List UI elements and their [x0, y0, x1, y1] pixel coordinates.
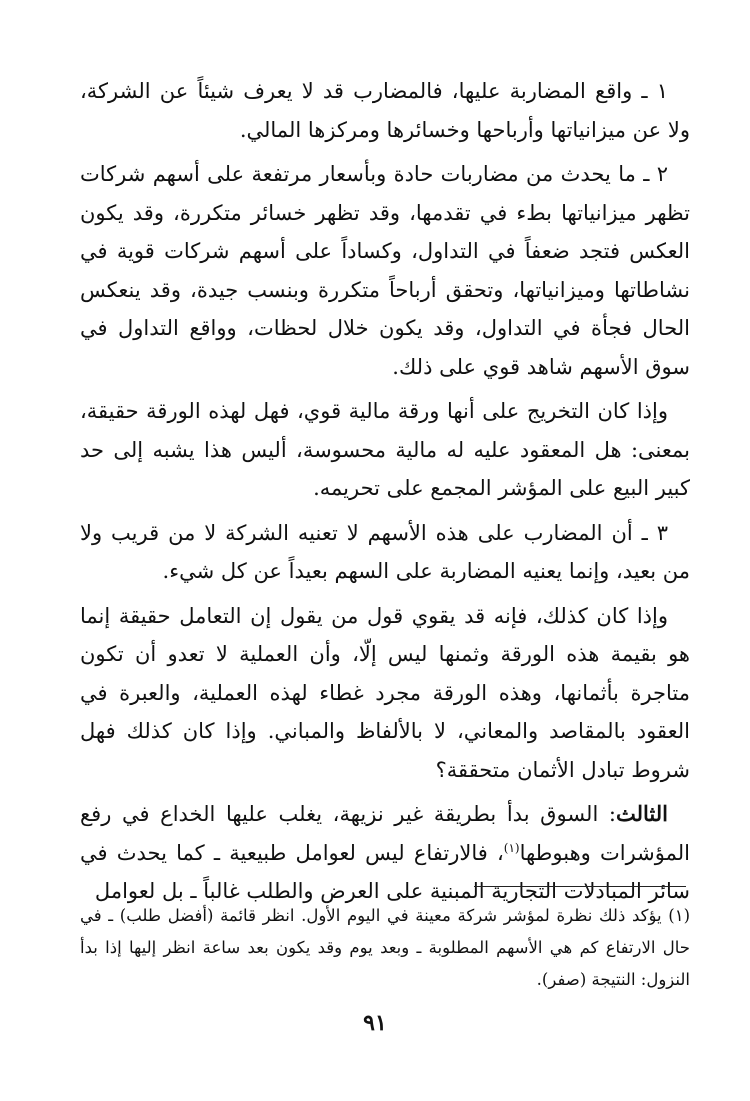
page-number: ٩١: [363, 1010, 387, 1036]
paragraph-third: [80, 795, 690, 911]
footnote-1: (١) يؤكد ذلك نظرة لمؤشر شركة معينة في اليوم الأول. انظر قائمة (أفضل طلب) ـ في حال الارتفاع كم هي الأسهم المطلوبة ـ وبعد يوم وقد يكون بعد ساعة انظر إليها إذا بدأ النزول: النتيجة (صفر).: [80, 906, 690, 989]
third-text-end: ، فالارتفاع ليس لعوامل طبيعية ـ كما يحدث في سائر المبادلات التجارية المبنية على العرض والطلب غالباً ـ بل لعوامل: [80, 840, 690, 903]
paragraph-text: ٢ ـ ما يحدث من مضاربات حادة وبأسعار مرتفعة على أسهم شركات تظهر ميزانياتها بطء في تقدمها، وقد تظهر خسائر متكررة، وقد يكون العكس فتجد ضعفاً في التداول، وكساداً على أسهم شركات قوية في نشاطاتها وميزانياتها، وتحقق أرباحاً متكررة وبنسب جيدة، وقد ينعكس الحال فجأة في التداول، وقد يكون خلال لحظات، وواقع التداول في سوق الأسهم شاهد قوي على ذلك.: [80, 162, 690, 379]
paragraph-conclusion: [80, 597, 690, 790]
footnotes: [80, 900, 690, 996]
third-heading: الثالث: [616, 801, 668, 826]
paragraph-text: وإذا كان التخريج على أنها ورقة مالية قوي، فهل لهذه الورقة حقيقة، بمعنى: هل المعقود عليه له مالية محسوسة، أليس هذا يشبه إلى حد كبير البيع على المؤشر المجمع على تحريمه.: [80, 399, 690, 500]
footnote-separator: [474, 886, 686, 887]
body-text: [80, 72, 690, 917]
third-text-start: : السوق بدأ بطريقة غير نزيهة، يغلب عليها الخداع في رفع المؤشرات وهبوطها: [80, 802, 690, 865]
footnote-reference: (١): [503, 840, 520, 855]
paragraph-text: وإذا كان كذلك، فإنه قد يقوي قول من يقول إن التعامل حقيقة إنما هو بقيمة هذه الورقة وثمنها ليس إلّا، وأن العملية لا تعدو أن تكون متاجرة بأثمانها، وهذه الورقة مجرد غطاء لهذه العملية، والعبرة في العقود بالمقاصد والمعاني، لا بالألفاظ والمباني. وإذا كان كذلك فهل شروط تبادل الأثمان متحققة؟: [80, 603, 690, 782]
paragraph-text: ٣ ـ أن المضارب على هذه الأسهم لا تعنيه الشركة لا من قريب ولا من بعيد، وإنما يعنيه المضاربة على السهم بعيداً عن كل شيء.: [80, 520, 690, 583]
paragraph-text: ١ ـ واقع المضاربة عليها، فالمضارب قد لا يعرف شيئاً عن الشركة، ولا عن ميزانياتها وأرباحها وخسائرها ومركزها المالي.: [80, 79, 690, 142]
paragraph-point-1: [80, 72, 690, 149]
paragraph-point-3: [80, 514, 690, 591]
paragraph-point-2: [80, 155, 690, 386]
paragraph-takhrij: [80, 392, 690, 508]
